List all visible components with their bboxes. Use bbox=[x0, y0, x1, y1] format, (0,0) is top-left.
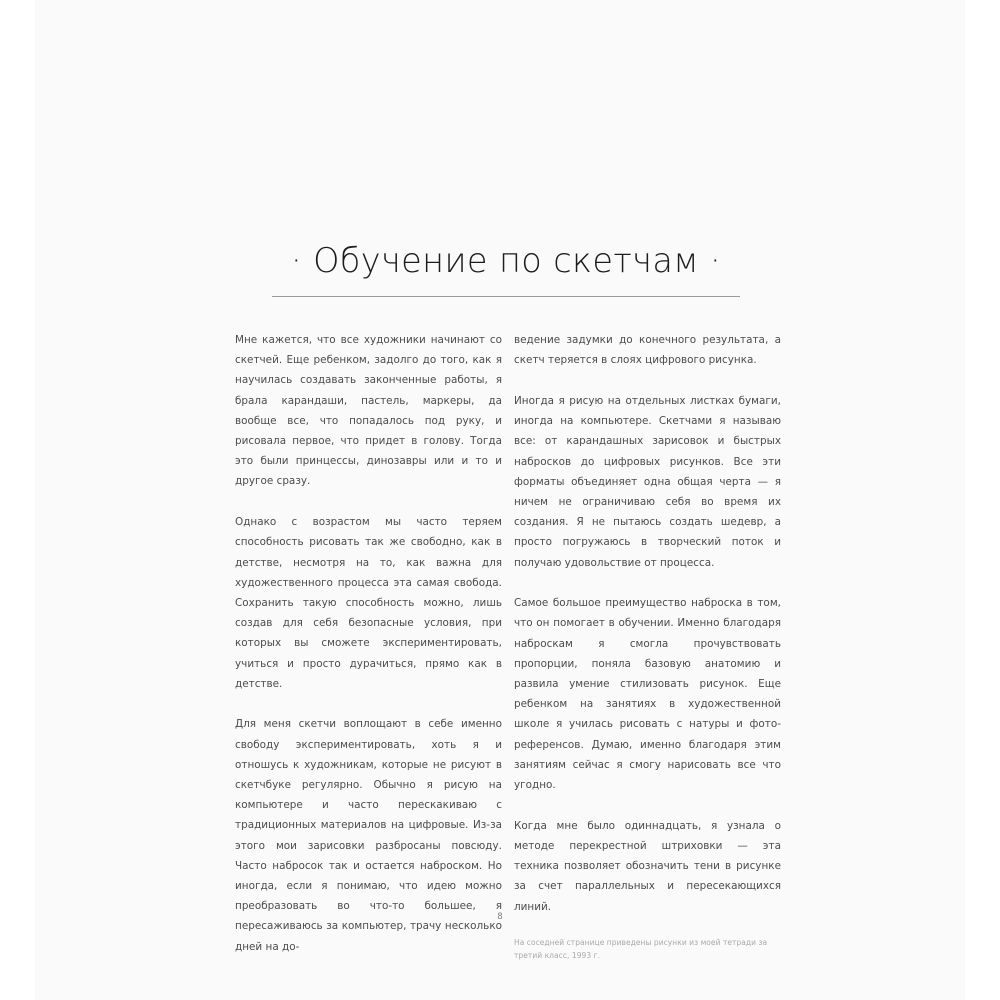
body-columns bbox=[235, 330, 782, 962]
book-page bbox=[35, 0, 965, 1000]
figure-caption: На соседней странице приведены рисунки из моей тетради за третий класс, 1993 г. bbox=[514, 938, 768, 960]
paragraph: Мне кажется, что все художники начинают со скетчей. Еще ребенком, задолго до того, как я научилась создавать законченные работы, я брала карандаши, пастель, маркеры, да вообще все, что попадалось под руку, и рисовала первое, что придет в голову. Тогда это были принцессы, динозавры или и то и другое сразу. bbox=[235, 334, 502, 488]
chapter-title-block bbox=[272, 242, 740, 297]
paragraph: Иногда я рисую на отдельных листках бумаги, иногда на компьютере. Скетчами я называю все: от карандашных зарисовок и быстрых набросков до цифровых рисунков. Все эти форматы объединяет одна общая черта — я ничем не ограничиваю себя во время их создания. Я не пытаюсь создать шедевр, а просто погружаюсь в творческий поток и получаю удовольствие от процесса. bbox=[514, 394, 781, 569]
paragraph: Однако с возрастом мы часто теряем способность рисовать так же свободно, как в детстве, несмотря на то, как важна для художественного процесса эта самая свобода. Сохранить такую способность можно, лишь создав для себя безопасные условия, при которых вы сможете экспериментировать, учиться и просто дурачиться, прямо как в детстве. bbox=[235, 516, 502, 690]
page-number: 8 bbox=[497, 912, 503, 922]
page-title: · Обучение по скетчам · bbox=[290, 241, 722, 280]
paragraph: Самое большое преимущество наброска в том, что он помогает в обучении. Именно благодаря наброскам я смогла прочувствовать пропорции, поняла базовую анатомию и развила умение стилизовать рисунок. Еще ребенком на занятиях в художественной школе я училась рисовать с натуры и фото-референсов. Думаю, именно благодаря этим занятиям сейчас я смогу нарисовать все что угодно. bbox=[514, 597, 781, 792]
paragraph: Для меня скетчи воплощают в себе именно свободу экспериментировать, хоть я и отношусь к художникам, которые не рисуют в скетчбуке регулярно. Обычно я рисую на компьютере и часто перескакиваю с традиционных материалов на цифровые. Из-за этого мои зарисовки разбросаны повсюду. Часто набросок так и остается наброском. Но иногда, если я понимаю, что идею можно преобразовать во что-то большее, я пересаживаюсь за компьютер, трачу несколько дней на до- bbox=[235, 718, 502, 953]
right-column bbox=[514, 330, 781, 962]
title-divider bbox=[272, 296, 740, 297]
left-column bbox=[235, 330, 502, 962]
paragraph: Когда мне было одиннадцать, я узнала о методе перекрестной штриховки — эта техника позволяет обозначить тени в рисунке за счет параллельных и пересекающихся линий. bbox=[514, 819, 781, 913]
paragraph: ведение задумки до конечного результата, а скетч теряется в слоях цифрового рисунка. bbox=[514, 334, 781, 367]
